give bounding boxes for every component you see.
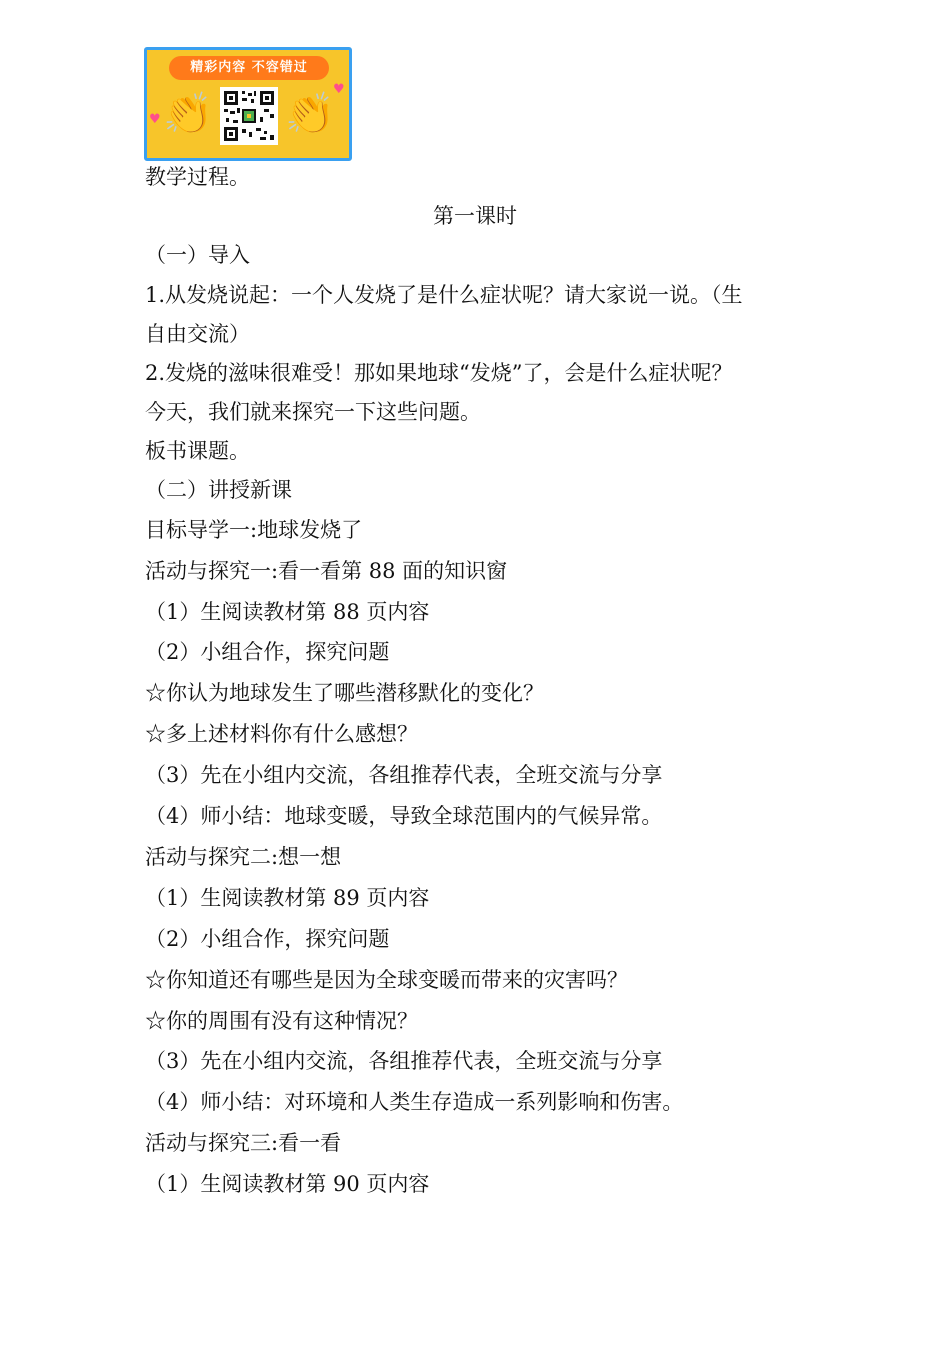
promo-banner[interactable] xyxy=(144,47,352,161)
question-item: ☆你认为地球发生了哪些潜移默化的变化？ xyxy=(145,681,544,705)
qr-code-icon[interactable] xyxy=(220,87,278,145)
banner-title: 精彩内容 不容错过 xyxy=(169,56,329,80)
text-line: 板书课题。 xyxy=(145,439,250,463)
heart-icon: ♥ xyxy=(333,82,345,97)
list-item: （4）师小结：对环境和人类生存造成一系列影响和伤害。 xyxy=(145,1090,684,1114)
text-line: 目标导学一:地球发烧了 xyxy=(145,518,363,542)
question-item: ☆多上述材料你有什么感想？ xyxy=(145,722,418,746)
list-item: （2）小组合作，探究问题 xyxy=(145,927,390,951)
list-item: （1）生阅读教材第 90 页内容 xyxy=(145,1172,430,1196)
text-line: 活动与探究二:想一想 xyxy=(145,845,342,869)
section-heading: （一）导入 xyxy=(145,243,250,267)
clapping-hands-icon: 👏 xyxy=(285,91,335,137)
question-item: ☆你的周围有没有这种情况？ xyxy=(145,1009,418,1033)
text-line: 活动与探究三:看一看 xyxy=(145,1131,342,1155)
list-item: （2）小组合作，探究问题 xyxy=(145,640,390,664)
clapping-hands-icon: 👏 xyxy=(163,91,213,137)
section-heading: （二）讲授新课 xyxy=(145,478,292,502)
text-line: 1.从发烧说起：一个人发烧了是什么症状呢？请大家说一说。（生 xyxy=(145,283,743,307)
question-item: ☆你知道还有哪些是因为全球变暖而带来的灾害吗？ xyxy=(145,968,628,992)
heart-icon: ♥ xyxy=(149,112,161,127)
section-title: 第一课时 xyxy=(433,204,517,228)
text-line: 今天，我们就来探究一下这些问题。 xyxy=(145,400,481,424)
list-item: （3）先在小组内交流，各组推荐代表，全班交流与分享 xyxy=(145,763,663,787)
text-line: 2.发烧的滋味很难受！那如果地球“发烧”了，会是什么症状呢？ xyxy=(145,361,733,385)
text-line: 活动与探究一:看一看第 88 面的知识窗 xyxy=(145,559,508,583)
list-item: （1）生阅读教材第 89 页内容 xyxy=(145,886,430,910)
text-line: 自由交流） xyxy=(145,322,250,346)
list-item: （4）师小结：地球变暖，导致全球范围内的气候异常。 xyxy=(145,804,663,828)
text-line: 教学过程。 xyxy=(145,165,250,189)
list-item: （3）先在小组内交流，各组推荐代表，全班交流与分享 xyxy=(145,1049,663,1073)
list-item: （1）生阅读教材第 88 页内容 xyxy=(145,600,430,624)
